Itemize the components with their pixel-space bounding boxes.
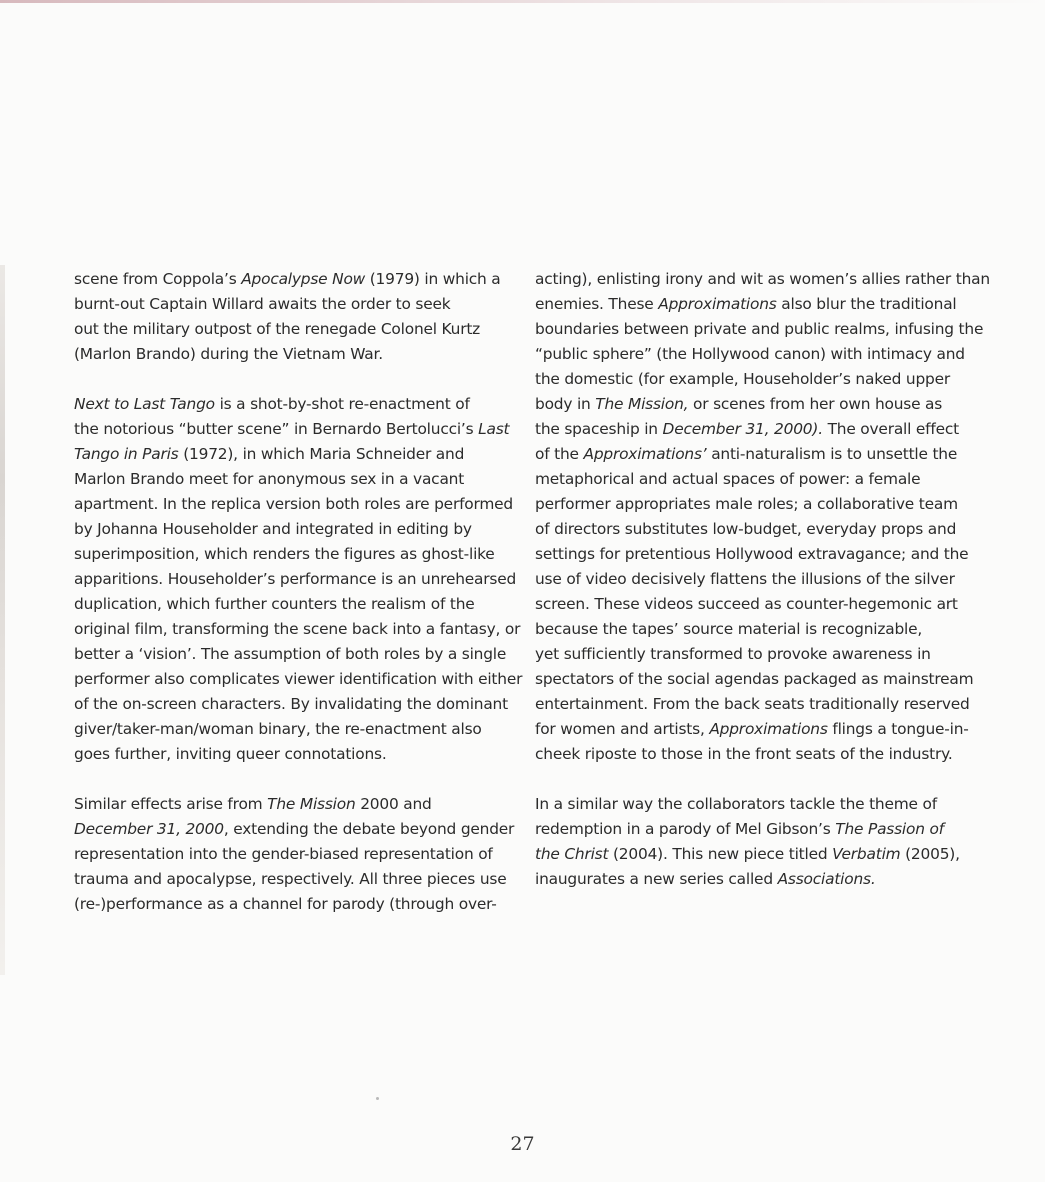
right-column [535, 267, 990, 917]
text-run: Marlon Brando meet for anonymous sex in a vacant [74, 470, 465, 488]
text-line [74, 817, 514, 842]
text-run: acting), enlisting irony and wit as women’s allies rather than [535, 270, 990, 288]
text-run: boundaries between private and public realms, infusing the [535, 320, 984, 338]
text-line [74, 742, 514, 767]
text-line [74, 692, 514, 717]
text-run: 2000 and [355, 795, 432, 813]
text-line [535, 367, 980, 392]
text-run: The overall effect [822, 420, 959, 438]
text-line [535, 442, 980, 467]
text-run: giver/taker-man/woman binary, the re-enactment also [74, 720, 482, 738]
text-run: because the tapes’ source material is recognizable, [535, 620, 923, 638]
text-run: redemption in a parody of Mel Gibson’s [535, 820, 836, 838]
italic-text-run: the Christ [535, 845, 609, 863]
text-run: representation into the gender-biased representation of [74, 845, 493, 863]
text-line [535, 867, 980, 892]
text-run: anti-naturalism is to unsettle the [706, 445, 958, 463]
italic-text-run: The Mission [267, 795, 356, 813]
text-run: enemies. These [535, 295, 659, 313]
text-line [535, 417, 980, 442]
text-line [74, 267, 514, 292]
text-run: spectators of the social agendas packaged as mainstream [535, 670, 974, 688]
text-line [74, 717, 514, 742]
text-run: entertainment. From the back seats traditionally reserved [535, 695, 970, 713]
text-run: scene from Coppola’s [74, 270, 242, 288]
italic-text-run: Approximations [709, 720, 828, 738]
text-run: trauma and apocalypse, respectively. All three pieces use [74, 870, 507, 888]
italic-text-run: Last [478, 420, 510, 438]
text-line [74, 667, 523, 692]
text-line [535, 542, 980, 567]
text-run: out the military outpost of the renegade Colonel Kurtz [74, 320, 481, 338]
page-binding-edge [0, 265, 5, 975]
text-run: the notorious “butter scene” in Bernardo Bertolucci’s [74, 420, 479, 438]
text-line [74, 342, 514, 367]
text-run: , extending the debate beyond gender [223, 820, 515, 838]
paragraph [535, 792, 980, 892]
text-run: performer also complicates viewer identification with either [74, 670, 523, 688]
text-run: of the [535, 445, 584, 463]
text-run: (1979) in which a [365, 270, 501, 288]
text-run: apartment. In the replica version both roles are performed [74, 495, 513, 513]
text-line [535, 467, 980, 492]
text-run: (re-)performance as a channel for parody (through over- [74, 895, 497, 913]
paragraph [74, 392, 523, 767]
text-line [535, 842, 980, 867]
text-line [74, 792, 514, 817]
text-line [535, 817, 980, 842]
text-line [535, 492, 980, 517]
text-run: use of video decisively flattens the illusions of the silver [535, 570, 955, 588]
left-column [74, 267, 523, 942]
text-run: settings for pretentious Hollywood extravagance; and the [535, 545, 969, 563]
text-run: (1972), in which Maria Schneider and [178, 445, 465, 463]
text-run: cheek riposte to those in the front seats of the industry. [535, 745, 953, 763]
text-run: duplication, which further counters the realism of the [74, 595, 475, 613]
italic-text-run: Associations. [777, 870, 876, 888]
text-line [535, 792, 980, 817]
text-line [535, 392, 980, 417]
text-line [74, 317, 514, 342]
text-run: metaphorical and actual spaces of power: a female [535, 470, 921, 488]
text-run: (2005), [900, 845, 960, 863]
text-line [74, 492, 514, 517]
text-line [535, 692, 980, 717]
text-run: goes further, inviting queer connotations. [74, 745, 387, 763]
text-run: the domestic (for example, Householder’s naked upper [535, 370, 950, 388]
text-run: apparitions. Householder’s performance is an unrehearsed [74, 570, 517, 588]
paragraph [535, 267, 990, 767]
text-line [74, 867, 514, 892]
text-line [74, 617, 521, 642]
text-run: is a shot-by-shot re-enactment of [214, 395, 470, 413]
text-run: flings a tongue-in- [827, 720, 969, 738]
text-run: the spaceship in [535, 420, 663, 438]
text-run: screen. These videos succeed as counter-hegemonic art [535, 595, 958, 613]
text-line [74, 567, 517, 592]
text-line [535, 292, 980, 317]
text-run: of directors substitutes low-budget, everyday props and [535, 520, 957, 538]
text-run: better a ‘vision’. The assumption of both roles by a single [74, 645, 507, 663]
text-line [535, 317, 984, 342]
text-run: of the on-screen characters. By invalidating the dominant [74, 695, 508, 713]
text-line [74, 642, 514, 667]
text-line [74, 542, 514, 567]
text-line [74, 592, 514, 617]
text-run: for women and artists, [535, 720, 710, 738]
text-run: inaugurates a new series called [535, 870, 778, 888]
italic-text-run: The Mission, [595, 395, 689, 413]
text-line [74, 842, 514, 867]
text-run: burnt-out Captain Willard awaits the order to seek [74, 295, 451, 313]
text-line [74, 417, 514, 442]
italic-text-run: December 31, 2000). [662, 420, 823, 438]
text-run: yet sufficiently transformed to provoke awareness in [535, 645, 931, 663]
text-line [535, 592, 980, 617]
text-line [535, 567, 980, 592]
text-line [535, 617, 980, 642]
text-line [535, 717, 980, 742]
paragraph [74, 267, 514, 367]
text-run: by Johanna Householder and integrated in editing by [74, 520, 472, 538]
page-number: 27 [510, 1133, 535, 1155]
text-line [535, 742, 980, 767]
text-run: (Marlon Brando) during the Vietnam War. [74, 345, 383, 363]
italic-text-run: December 31, 2000 [74, 820, 224, 838]
text-line [74, 292, 514, 317]
text-line [74, 392, 514, 417]
text-line [535, 642, 980, 667]
text-run: performer appropriates male roles; a collaborative team [535, 495, 958, 513]
paper-speck [376, 1097, 379, 1100]
text-line [74, 892, 514, 917]
italic-text-run: The Passion of [835, 820, 944, 838]
page-top-edge [0, 0, 1045, 3]
text-line [535, 342, 980, 367]
text-run: original film, transforming the scene back into a fantasy, or [74, 620, 521, 638]
paragraph [74, 792, 514, 917]
italic-text-run: Tango in Paris [74, 445, 179, 463]
italic-text-run: Apocalypse Now [241, 270, 366, 288]
text-line [535, 667, 980, 692]
text-run: or scenes from her own house as [688, 395, 943, 413]
text-run: also blur the traditional [776, 295, 957, 313]
text-line [74, 467, 514, 492]
text-run: body in [535, 395, 596, 413]
italic-text-run: Verbatim [832, 845, 901, 863]
italic-text-run: Approximations [658, 295, 777, 313]
text-line [535, 517, 980, 542]
text-run: “public sphere” (the Hollywood canon) with intimacy and [535, 345, 965, 363]
text-line [74, 517, 514, 542]
text-run: In a similar way the collaborators tackle the theme of [535, 795, 937, 813]
text-run: (2004). This new piece titled [608, 845, 833, 863]
italic-text-run: Next to Last Tango [74, 395, 215, 413]
text-line [74, 442, 514, 467]
text-run: superimposition, which renders the figures as ghost-like [74, 545, 495, 563]
text-line [535, 267, 990, 292]
italic-text-run: Approximations’ [583, 445, 707, 463]
text-run: Similar effects arise from [74, 795, 268, 813]
